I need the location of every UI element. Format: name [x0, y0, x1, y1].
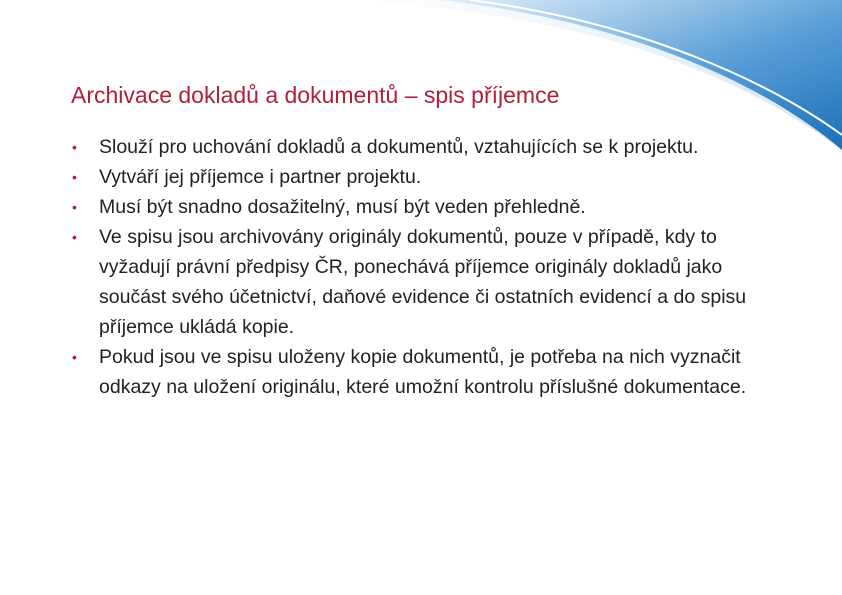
bullet-text: Vytváří jej příjemce i partner projektu.: [99, 166, 422, 188]
bullet-dot-icon: •: [72, 169, 77, 185]
bullet-text: Ve spisu jsou archivovány originály dokumentů, pouze v případě, kdy to vyžadují právní předpisy ČR, ponechává příjemce originály dokladů jako součást svého účetnictví, daňové evidence či ostatních evidencí a do spisu příjemce ukládá kopie.: [99, 226, 747, 338]
bullet-text: Musí být snadno dosažitelný, musí být veden přehledně.: [99, 196, 586, 218]
bullet-item: [72, 162, 762, 192]
swoosh-blue-band: [440, 0, 842, 150]
bullet-item: [72, 132, 762, 162]
bullet-item: [72, 342, 762, 402]
bullet-list: [72, 132, 762, 402]
bullet-dot-icon: •: [72, 349, 77, 365]
bullet-text: Pokud jsou ve spisu uloženy kopie dokumentů, je potřeba na nich vyznačit odkazy na uložení originálu, které umožní kontrolu příslušné dokumentace.: [99, 346, 747, 398]
bullet-item: [72, 192, 762, 222]
slide-title: Archivace dokladů a dokumentů – spis příjemce: [71, 82, 560, 108]
bullet-text: Slouží pro uchování dokladů a dokumentů, vztahujících se k projektu.: [99, 136, 699, 158]
bullet-dot-icon: •: [72, 229, 77, 245]
bullet-dot-icon: •: [72, 199, 77, 215]
bullet-item: [72, 222, 762, 342]
bullet-dot-icon: •: [72, 139, 77, 155]
